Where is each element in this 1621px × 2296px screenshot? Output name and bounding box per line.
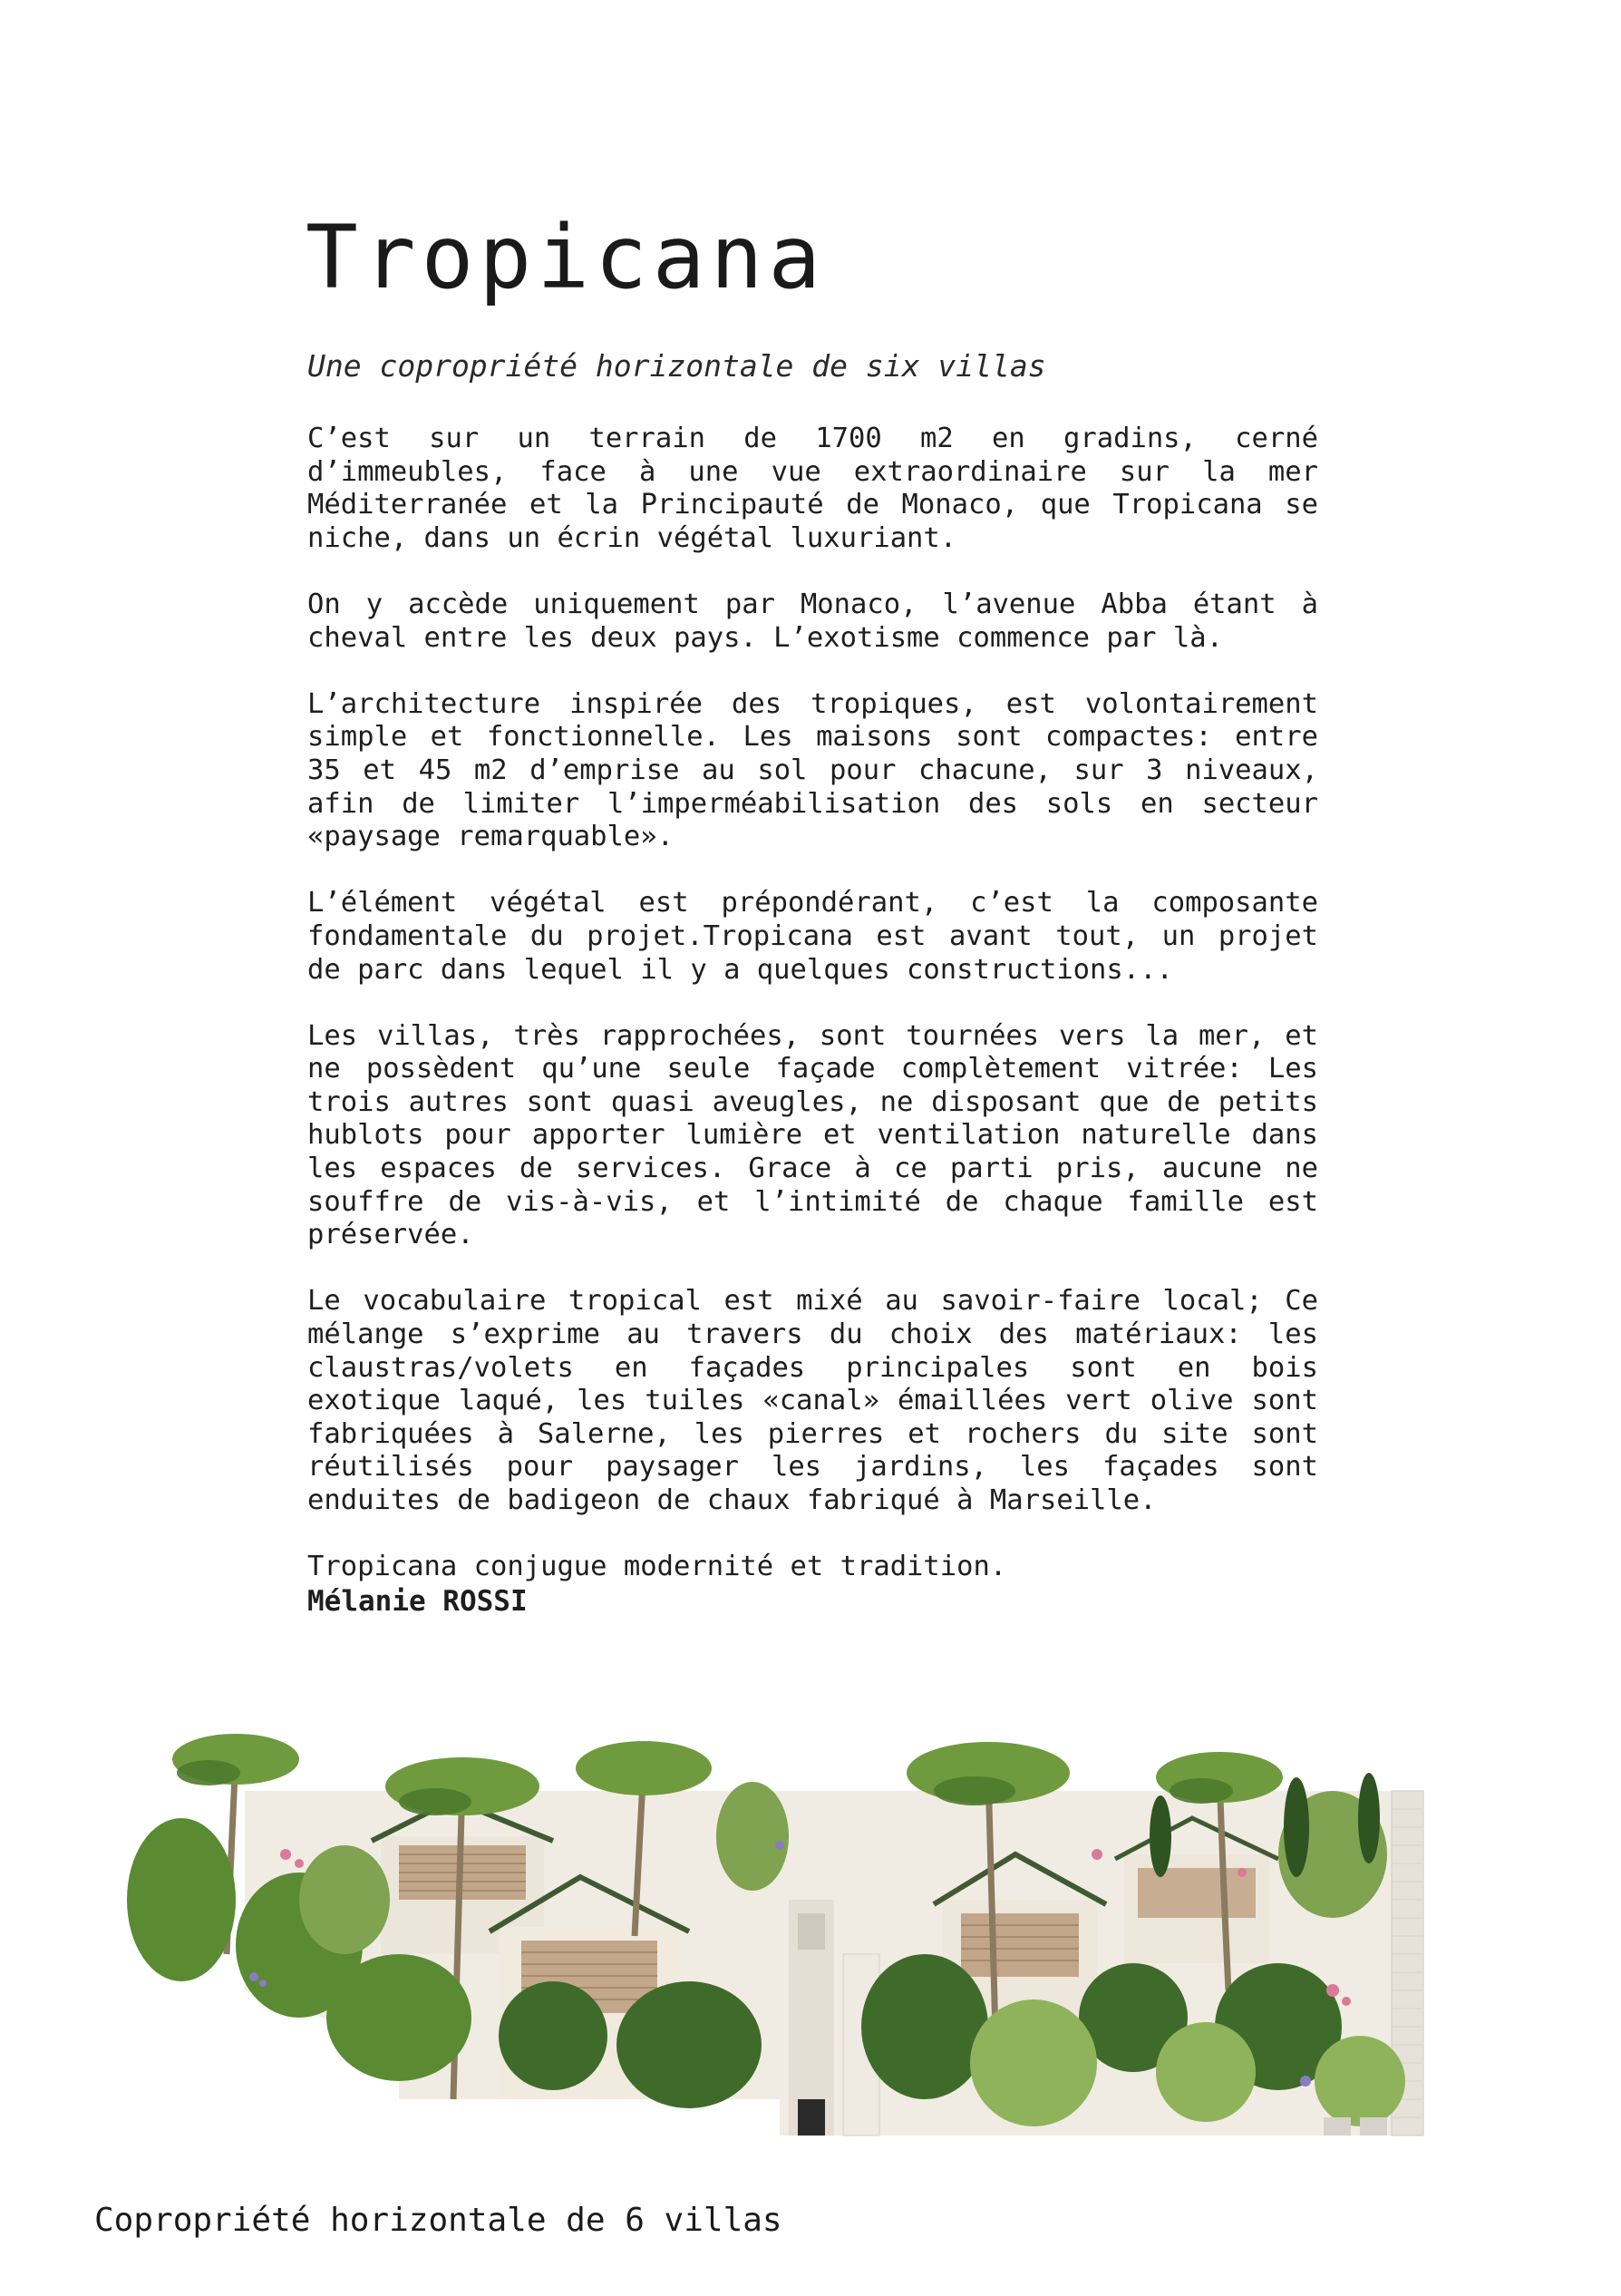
page-title: Tropicana bbox=[306, 207, 827, 308]
page-subtitle: Une copropriété horizontale de six villas bbox=[307, 348, 1046, 384]
paragraph-2: On y accède uniquement par Monaco, l’avenue Abba étant à cheval entre les deux pays. L’exotisme commence par là. bbox=[307, 588, 1318, 654]
paragraph-3: L’architecture inspirée des tropiques, est volontairement simple et fonctionnelle. Les maisons sont compactes: entre 35 et 45 m2 d’emprise au sol pour chacune, sur 3 niveaux, afin de limiter l’imperméabilisation des sols en secteur «paysage remarquable». bbox=[307, 687, 1318, 853]
paragraph-5: Les villas, très rapprochées, sont tournées vers la mer, et ne possèdent qu’une seule façade complètement vitrée: Les trois autres sont quasi aveugles, ne disposant que de petits hublots pour apporter lumière et ventilation naturelle dans les espaces de services. Grace à ce parti pris, aucune ne souffre de vis-à-vis, et l’intimité de chaque famille est préservée. bbox=[307, 1019, 1318, 1251]
footer-caption: Copropriété horizontale de 6 villas bbox=[94, 2202, 782, 2239]
paragraph-6: Le vocabulaire tropical est mixé au savoir-faire local; Ce mélange s’exprime au travers du choix des matériaux: les claustras/volets en façades principales sont en bois exotique laqué, les tuiles «canal» émaillées vert olive sont fabriquées à Salerne, les pierres et rochers du site sont réutilisés pour paysager les jardins, les façades sont enduites de badigeon de chaux fabriqué à Marseille. bbox=[307, 1285, 1318, 1516]
villas-elevation-illustration bbox=[127, 1718, 1441, 2154]
article-body bbox=[307, 423, 1318, 1615]
paragraph-4: L’élément végétal est prépondérant, c’est la composante fondamentale du projet.Tropicana est avant tout, un projet de parc dans lequel il y a quelques constructions... bbox=[307, 887, 1318, 986]
paragraph-1: C’est sur un terrain de 1700 m2 en gradins, cerné d’immeubles, face à une vue extraordinaire sur la mer Méditerranée et la Principauté de Monaco, que Tropicana se niche, dans un écrin végétal luxuriant. bbox=[307, 423, 1318, 554]
author-signature: Mélanie ROSSI bbox=[307, 1585, 528, 1618]
paragraph-7: Tropicana conjugue modernité et tradition. bbox=[307, 1551, 1007, 1583]
